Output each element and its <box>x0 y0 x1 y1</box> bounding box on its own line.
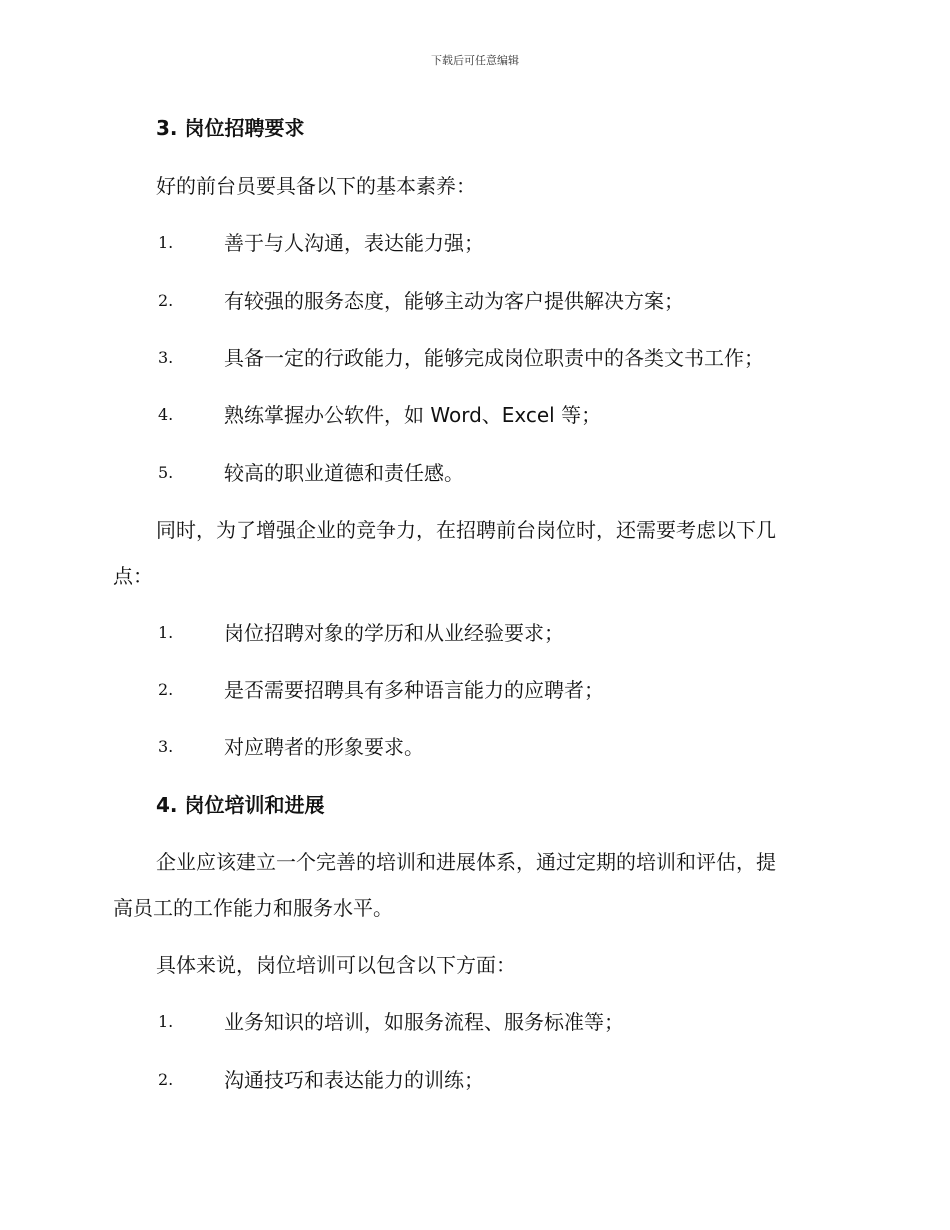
section-4-intro: 具体来说，岗位培训可以包含以下方面： <box>156 953 516 977</box>
training-item: 业务知识的培训，如服务流程、服务标准等； <box>224 1010 624 1034</box>
consideration-item: 岗位招聘对象的学历和从业经验要求； <box>224 621 564 645</box>
quality-item: 较高的职业道德和责任感。 <box>224 461 464 485</box>
consideration-item: 对应聘者的形象要求。 <box>224 735 424 759</box>
quality-item: 具备一定的行政能力，能够完成岗位职责中的各类文书工作； <box>224 346 764 370</box>
consideration-item: 是否需要招聘具有多种语言能力的应聘者； <box>224 678 604 702</box>
quality-item: 熟练掌握办公软件，如 Word、Excel 等； <box>224 403 602 427</box>
page-header: 下载后可任意编辑 <box>431 54 519 67</box>
quality-number: 4. <box>158 405 174 424</box>
training-number: 1. <box>158 1012 174 1031</box>
section-4-heading: 4. 岗位培训和进展 <box>156 793 325 817</box>
quality-number: 1. <box>158 233 174 252</box>
section-3-intro: 好的前台员要具备以下的基本素养： <box>156 174 476 198</box>
training-number: 2. <box>158 1070 174 1089</box>
training-item: 沟通技巧和表达能力的训练； <box>224 1068 484 1092</box>
section-4-paragraph-line-2: 高员工的工作能力和服务水平。 <box>113 896 393 920</box>
quality-item: 善于与人沟通，表达能力强； <box>224 231 484 255</box>
quality-number: 2. <box>158 291 174 310</box>
consideration-number: 3. <box>158 737 174 756</box>
consideration-number: 2. <box>158 680 174 699</box>
quality-number: 5. <box>158 463 174 482</box>
section-4-paragraph-line-1: 企业应该建立一个完善的培训和进展体系，通过定期的培训和评估，提 <box>156 850 776 874</box>
section-3-heading: 3. 岗位招聘要求 <box>156 116 305 140</box>
consideration-number: 1. <box>158 623 174 642</box>
section-3-extra-line-2: 点： <box>113 564 153 588</box>
quality-item: 有较强的服务态度，能够主动为客户提供解决方案； <box>224 289 684 313</box>
section-3-extra-line-1: 同时，为了增强企业的竞争力，在招聘前台岗位时，还需要考虑以下几 <box>156 518 776 542</box>
quality-number: 3. <box>158 348 174 367</box>
